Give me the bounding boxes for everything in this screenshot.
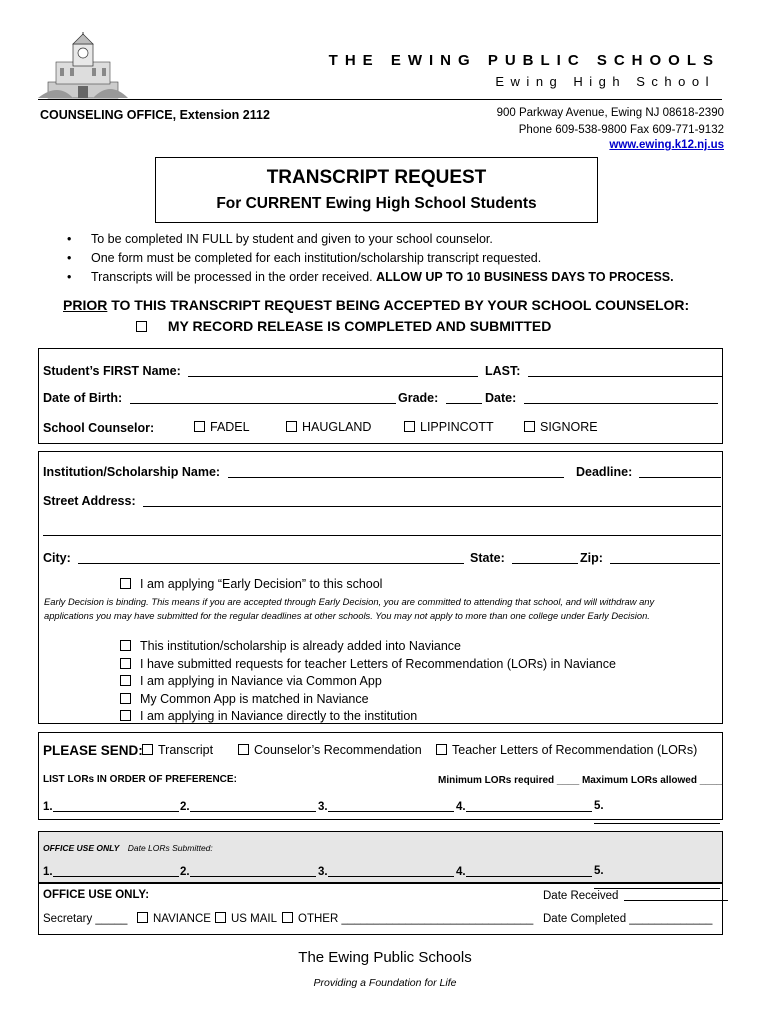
last-name-row: LAST:	[485, 364, 722, 378]
office-lor-date-4[interactable]	[466, 865, 592, 877]
first-name-input[interactable]	[188, 365, 478, 377]
school-phone: Phone 609-538-9800 Fax 609-771-9132	[518, 124, 724, 136]
institution-name-input[interactable]	[228, 466, 564, 478]
naviance-check-added[interactable]: This institution/scholarship is already added into Naviance	[120, 638, 616, 656]
counselor-option-fadel[interactable]: FADEL	[194, 420, 250, 434]
school-name: Ewing High School	[495, 74, 715, 89]
deadline-input[interactable]	[639, 466, 721, 478]
naviance-check-lors[interactable]: I have submitted requests for teacher Letters of Recommendation (LORs) in Naviance	[120, 656, 616, 674]
naviance-checklist	[120, 638, 616, 726]
date-row: Date:	[485, 391, 718, 405]
instruction-item: • To be completed IN FULL by student and given to your school counselor.	[67, 230, 674, 249]
dob-row: Date of Birth:	[43, 391, 396, 405]
lor-input-1[interactable]	[53, 800, 179, 812]
lor-input-5[interactable]	[594, 812, 720, 824]
instruction-item: • One form must be completed for each institution/scholarship transcript requested.	[67, 249, 674, 268]
header-divider	[38, 99, 722, 100]
allow-days-note: ALLOW UP TO 10 BUSINESS DAYS TO PROCESS.	[376, 270, 674, 284]
lors-min-max: Minimum LORs required ____ Maximum LORs allowed ____	[438, 775, 722, 786]
institution-name-row: Institution/Scholarship Name:	[43, 465, 564, 479]
office-option-other[interactable]: OTHER ______________________________	[282, 912, 533, 925]
street-input[interactable]	[143, 495, 721, 507]
date-completed-field[interactable]: Date Completed _____________	[543, 913, 713, 925]
grade-input[interactable]	[446, 392, 482, 404]
record-release-checkbox[interactable]	[136, 321, 147, 332]
deadline-row: Deadline:	[576, 465, 721, 479]
instructions-list	[67, 230, 674, 287]
send-option-transcript[interactable]: Transcript	[142, 743, 213, 757]
school-website-link[interactable]: www.ewing.k12.nj.us	[609, 139, 724, 151]
early-decision-note: Early Decision is binding. This means if you are accepted through Early Decision, you are committed to attending that school, and will withdraw any applications you may have submitted for the regular deadlines at other schools. You may not apply to more than one college under Early Decision.	[44, 596, 655, 621]
district-name: THE EWING PUBLIC SCHOOLS	[328, 52, 720, 69]
footer-name: The Ewing Public Schools	[298, 949, 472, 966]
city-input[interactable]	[78, 552, 464, 564]
naviance-check-direct[interactable]: I am applying in Naviance directly to the institution	[120, 708, 616, 726]
footer-tagline: Providing a Foundation for Life	[313, 977, 457, 989]
lor-input-4[interactable]	[466, 800, 592, 812]
send-option-teacher-lors[interactable]: Teacher Letters of Recommendation (LORs)	[436, 743, 697, 757]
date-input[interactable]	[524, 392, 718, 404]
school-address: 900 Parkway Avenue, Ewing NJ 08618-2390	[496, 107, 724, 119]
naviance-check-common-app[interactable]: I am applying in Naviance via Common App	[120, 673, 616, 691]
city-row: City:	[43, 551, 464, 565]
title-box	[155, 157, 598, 223]
zip-row: Zip:	[580, 551, 720, 565]
zip-input[interactable]	[610, 552, 720, 564]
form-title: TRANSCRIPT REQUEST	[266, 167, 487, 188]
date-received-input[interactable]	[624, 889, 728, 901]
lor-input-3[interactable]	[328, 800, 454, 812]
office-option-us-mail[interactable]: US MAIL	[215, 912, 277, 925]
prior-notice: PRIOR TO THIS TRANSCRIPT REQUEST BEING ACCEPTED BY YOUR SCHOOL COUNSELOR:	[63, 297, 690, 313]
state-input[interactable]	[512, 552, 578, 564]
counselor-option-lippincott[interactable]: LIPPINCOTT	[404, 420, 494, 434]
last-name-input[interactable]	[528, 365, 722, 377]
office-use-lors-label: OFFICE USE ONLY Date LORs Submitted:	[43, 843, 213, 853]
first-name-row: Student’s FIRST Name:	[43, 364, 478, 378]
send-option-counselor-rec[interactable]: Counselor’s Recommendation	[238, 743, 422, 757]
naviance-check-matched[interactable]: My Common App is matched in Naviance	[120, 691, 616, 709]
office-lor-date-3[interactable]	[328, 865, 454, 877]
lor-input-2[interactable]	[190, 800, 316, 812]
counseling-office: COUNSELING OFFICE, Extension 2112	[40, 108, 270, 122]
office-lor-date-2[interactable]	[190, 865, 316, 877]
instruction-item: • Transcripts will be processed in the order received. ALLOW UP TO 10 BUSINESS DAYS TO PROCESS.	[67, 268, 674, 287]
early-decision-option[interactable]: I am applying “Early Decision” to this school	[120, 577, 382, 591]
state-row: State:	[470, 551, 578, 565]
counselor-label: School Counselor:	[43, 421, 155, 435]
office-use-label: OFFICE USE ONLY:	[43, 889, 150, 901]
secretary-field[interactable]: Secretary _____	[43, 913, 128, 925]
school-logo	[38, 32, 128, 100]
counselor-option-signore[interactable]: SIGNORE	[524, 420, 598, 434]
street-row: Street Address:	[43, 494, 721, 508]
form-subtitle: For CURRENT Ewing High School Students	[216, 195, 537, 212]
record-release-line: MY RECORD RELEASE IS COMPLETED AND SUBMITTED	[136, 318, 551, 334]
office-lor-date-1[interactable]	[53, 865, 179, 877]
street-input-line2[interactable]	[43, 535, 721, 536]
list-lors-label: LIST LORs IN ORDER OF PREFERENCE:	[43, 774, 237, 785]
date-received-row: Date Received	[543, 889, 728, 902]
dob-input[interactable]	[130, 392, 396, 404]
counselor-option-haugland[interactable]: HAUGLAND	[286, 420, 371, 434]
please-send-label: PLEASE SEND:	[43, 743, 143, 758]
office-option-naviance[interactable]: NAVIANCE	[137, 912, 211, 925]
grade-row: Grade:	[398, 391, 482, 405]
